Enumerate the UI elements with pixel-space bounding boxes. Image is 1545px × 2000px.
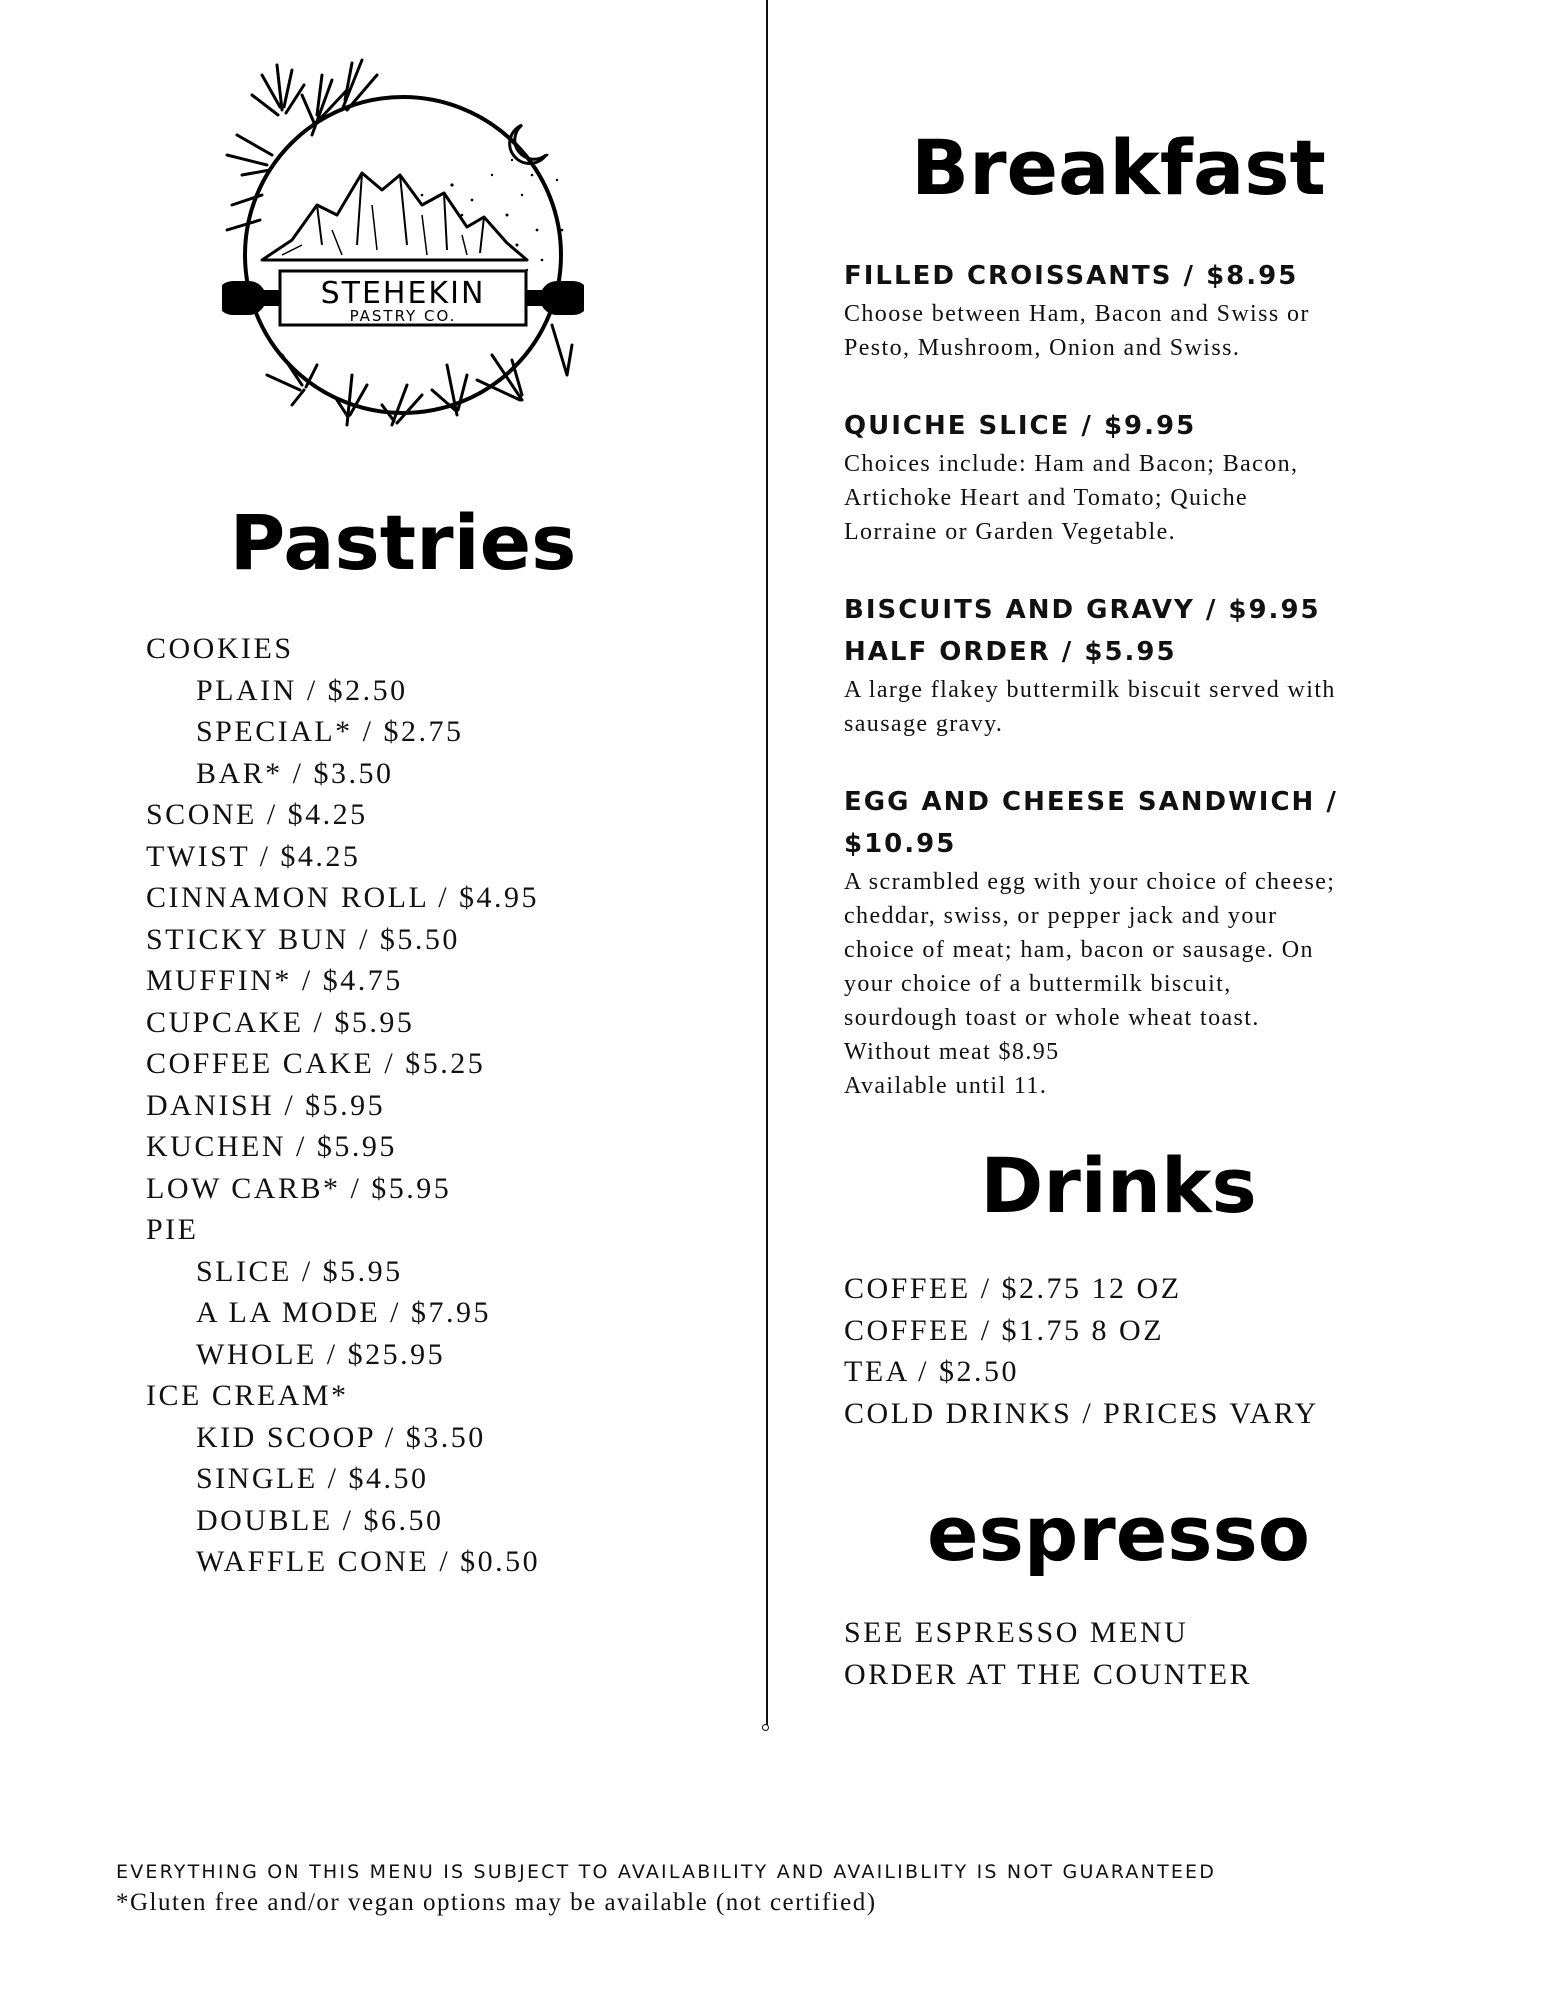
pastry-subitem: KID SCOOP / $3.50 — [196, 1420, 486, 1454]
drinks-heading: Drinks — [980, 1141, 1257, 1230]
pastry-item: COFFEE CAKE / $5.25 — [146, 1047, 486, 1080]
breakfast-item-title: BISCUITS AND GRAVY / $9.95 — [844, 595, 1321, 625]
pastry-item: COOKIES — [146, 632, 294, 665]
pastry-item: LOW CARB* / $5.95 — [146, 1171, 452, 1205]
pastry-subitem: SPECIAL* / $2.75 — [196, 715, 464, 748]
breakfast-item — [844, 405, 1464, 549]
breakfast-item-description: Available until 11. — [844, 1073, 1048, 1099]
pastry-subitem: PLAIN / $2.50 — [196, 673, 408, 707]
pastry-subitem: BAR* / $3.50 — [196, 756, 394, 790]
availability-notice: EVERYTHING ON THIS MENU IS SUBJECT TO AVAILABILITY AND AVAILIBLITY IS NOT GUARANTEED — [116, 1861, 1217, 1883]
logo-title: STEHEKIN — [320, 276, 486, 311]
center-divider — [766, 0, 768, 1728]
breakfast-item — [844, 589, 1464, 741]
pastry-subitem: DOUBLE / $6.50 — [196, 1503, 444, 1537]
pastry-item: SCONE / $4.25 — [146, 798, 368, 831]
breakfast-item-title: EGG AND CHEESE SANDWICH / — [844, 787, 1338, 817]
breakfast-item-title: QUICHE SLICE / $9.95 — [844, 411, 1197, 441]
gluten-free-note: *Gluten free and/or vegan options may be available (not certified) — [116, 1889, 877, 1916]
drinks-list — [844, 1268, 1444, 1434]
breakfast-item — [844, 255, 1464, 365]
breakfast-item-description: your choice of a buttermilk biscuit, — [844, 971, 1232, 997]
pastry-item: DANISH / $5.95 — [146, 1088, 386, 1122]
pastry-item: KUCHEN / $5.95 — [146, 1130, 397, 1163]
pastry-item: CUPCAKE / $5.95 — [146, 1005, 415, 1039]
breakfast-item-description: Choose between Ham, Bacon and Swiss or — [844, 301, 1310, 327]
pastry-item: ICE CREAM* — [146, 1379, 349, 1412]
pastry-item: CINNAMON ROLL / $4.95 — [146, 881, 540, 914]
pastry-subitem: WAFFLE CONE / $0.50 — [196, 1545, 541, 1578]
pastry-item: PIE — [146, 1213, 199, 1246]
divider-end-dot — [762, 1724, 769, 1731]
drink-item: COLD DRINKS / PRICES VARY — [844, 1396, 1319, 1430]
espresso-heading: espresso — [927, 1489, 1310, 1578]
breakfast-item-description: sausage gravy. — [844, 711, 1004, 737]
breakfast-item-description: Artichoke Heart and Tomato; Quiche — [844, 485, 1249, 511]
pastries-list — [146, 628, 766, 1583]
pastries-heading: Pastries — [229, 498, 577, 587]
breakfast-item-description: Choices include: Ham and Bacon; Bacon, — [844, 451, 1299, 477]
breakfast-item-description: cheddar, swiss, or pepper jack and your — [844, 903, 1278, 929]
pastry-subitem: SLICE / $5.95 — [196, 1254, 403, 1288]
logo-subtitle: PASTRY CO. — [349, 307, 457, 325]
breakfast-item-title: HALF ORDER / $5.95 — [844, 637, 1177, 667]
breakfast-item-description: Without meat $8.95 — [844, 1039, 1060, 1065]
pastry-subitem: SINGLE / $4.50 — [196, 1462, 429, 1495]
breakfast-item — [844, 781, 1464, 1103]
drink-item: COFFEE / $2.75 12 OZ — [844, 1272, 1182, 1305]
breakfast-item-description: Pesto, Mushroom, Onion and Swiss. — [844, 335, 1241, 361]
pastry-item: MUFFIN* / $4.75 — [146, 964, 403, 997]
pastry-item: STICKY BUN / $5.50 — [146, 922, 460, 956]
espresso-info — [844, 1612, 1444, 1695]
breakfast-list — [844, 255, 1464, 1143]
breakfast-item-description: A scrambled egg with your choice of cheese; — [844, 869, 1336, 895]
breakfast-item-title: FILLED CROISSANTS / $8.95 — [844, 261, 1299, 291]
breakfast-heading: Breakfast — [911, 123, 1326, 212]
drink-item: TEA / $2.50 — [844, 1355, 1019, 1388]
breakfast-item-description: A large flakey buttermilk biscuit served with — [844, 677, 1336, 703]
menu-footer — [116, 1857, 1496, 1919]
breakfast-item-title: $10.95 — [844, 829, 957, 859]
drink-item: COFFEE / $1.75 8 OZ — [844, 1313, 1165, 1347]
espresso-line: ORDER AT THE COUNTER — [844, 1657, 1253, 1691]
pastry-item: TWIST / $4.25 — [146, 839, 361, 873]
breakfast-item-description: Lorraine or Garden Vegetable. — [844, 519, 1177, 545]
breakfast-item-description: choice of meat; ham, bacon or sausage. On — [844, 937, 1314, 963]
pastry-subitem: A LA MODE / $7.95 — [196, 1296, 492, 1329]
espresso-line: SEE ESPRESSO MENU — [844, 1616, 1189, 1649]
breakfast-item-description: sourdough toast or whole wheat toast. — [844, 1005, 1260, 1031]
pastry-subitem: WHOLE / $25.95 — [196, 1337, 446, 1371]
stehekin-pastry-logo — [222, 55, 584, 450]
